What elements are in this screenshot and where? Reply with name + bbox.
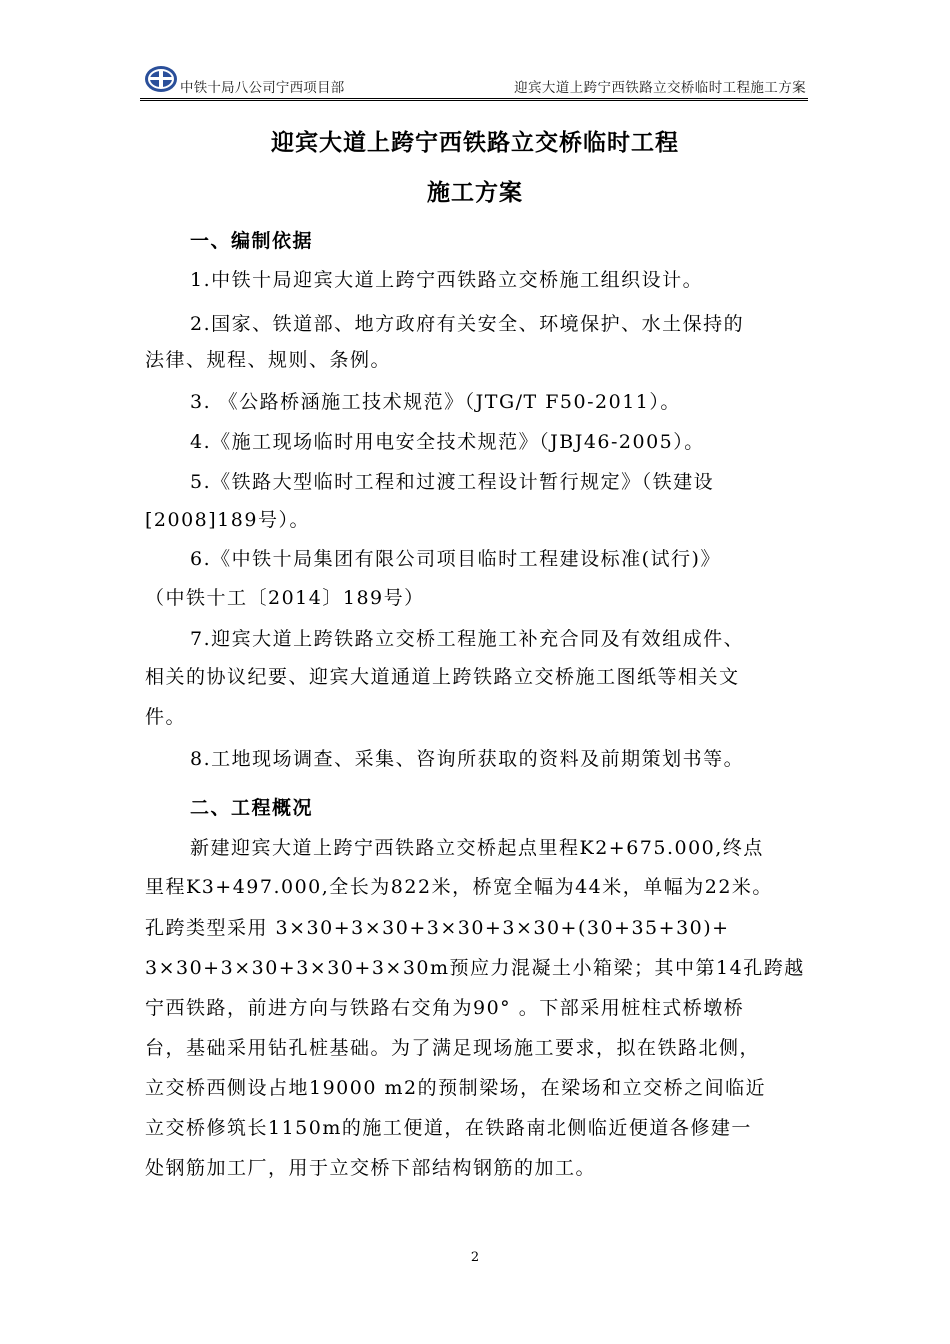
document-title-line1: 迎宾大道上跨宁西铁路立交桥临时工程 — [271, 130, 679, 156]
paragraph-line: 新建迎宾大道上跨宁西铁路立交桥起点里程K2+675.000,终点 — [190, 837, 764, 859]
paragraph-line: 孔跨类型采用 3×30+3×30+3×30+3×30+(30+35+30)+ — [145, 917, 730, 939]
paragraph-line: 台，基础采用钻孔桩基础。为了满足现场施工要求，拟在铁路北侧， — [145, 1037, 761, 1059]
section-heading-overview: 二、工程概况 — [190, 797, 314, 819]
paragraph-line: 里程K3+497.000,全长为822米，桥宽全幅为44米，单幅为22米。 — [145, 876, 773, 898]
paragraph-line: 2.国家、铁道部、地方政府有关安全、环境保护、水土保持的 — [190, 313, 745, 335]
paragraph-line: 7.迎宾大道上跨铁路立交桥工程施工补充合同及有效组成件、 — [190, 628, 745, 650]
document-title-line2: 施工方案 — [427, 180, 523, 206]
header-document-title: 迎宾大道上跨宁西铁路立交桥临时工程施工方案 — [514, 80, 806, 96]
paragraph-line: 5.《铁路大型临时工程和过渡工程设计暂行规定》（铁建设 — [190, 471, 715, 493]
paragraph-line: 6.《中铁十局集团有限公司项目临时工程建设标准(试行)》 — [190, 548, 721, 570]
company-logo-icon — [144, 64, 178, 94]
paragraph-line: 处钢筋加工厂，用于立交桥下部结构钢筋的加工。 — [145, 1157, 597, 1179]
paragraph-line: 4.《施工现场临时用电安全技术规范》（JBJ46-2005）。 — [190, 431, 705, 453]
page-header — [140, 62, 808, 101]
paragraph-line: 法律、规程、规则、条例。 — [145, 349, 392, 371]
paragraph-line: 相关的协议纪要、迎宾大道通道上跨铁路立交桥施工图纸等相关文 — [145, 666, 740, 688]
paragraph-line: 3. 《公路桥涵施工技术规范》（JTG/T F50-2011）。 — [190, 391, 681, 413]
paragraph-line: 3×30+3×30+3×30+3×30m预应力混凝土小箱梁；其中第14孔跨越 — [145, 957, 805, 979]
paragraph-line: [2008]189号）。 — [145, 509, 310, 531]
paragraph-line: 立交桥修筑长1150m的施工便道，在铁路南北侧临近便道各修建一 — [145, 1117, 752, 1139]
page-number: 2 — [470, 1250, 480, 1265]
paragraph-line: （中铁十工〔2014〕189号） — [145, 587, 425, 609]
section-heading-basis: 一、编制依据 — [190, 230, 314, 252]
paragraph-line: 立交桥西侧设占地19000 m2的预制梁场，在梁场和立交桥之间临近 — [145, 1077, 767, 1099]
header-project-name: 中铁十局八公司宁西项目部 — [180, 80, 345, 96]
paragraph-line: 宁西铁路，前进方向与铁路右交角为90° 。下部采用桩柱式桥墩桥 — [145, 997, 745, 1019]
paragraph-line: 8.工地现场调查、采集、咨询所获取的资料及前期策划书等。 — [190, 748, 745, 770]
paragraph-line: 件。 — [145, 706, 187, 728]
paragraph-line: 1.中铁十局迎宾大道上跨宁西铁路立交桥施工组织设计。 — [190, 269, 704, 291]
